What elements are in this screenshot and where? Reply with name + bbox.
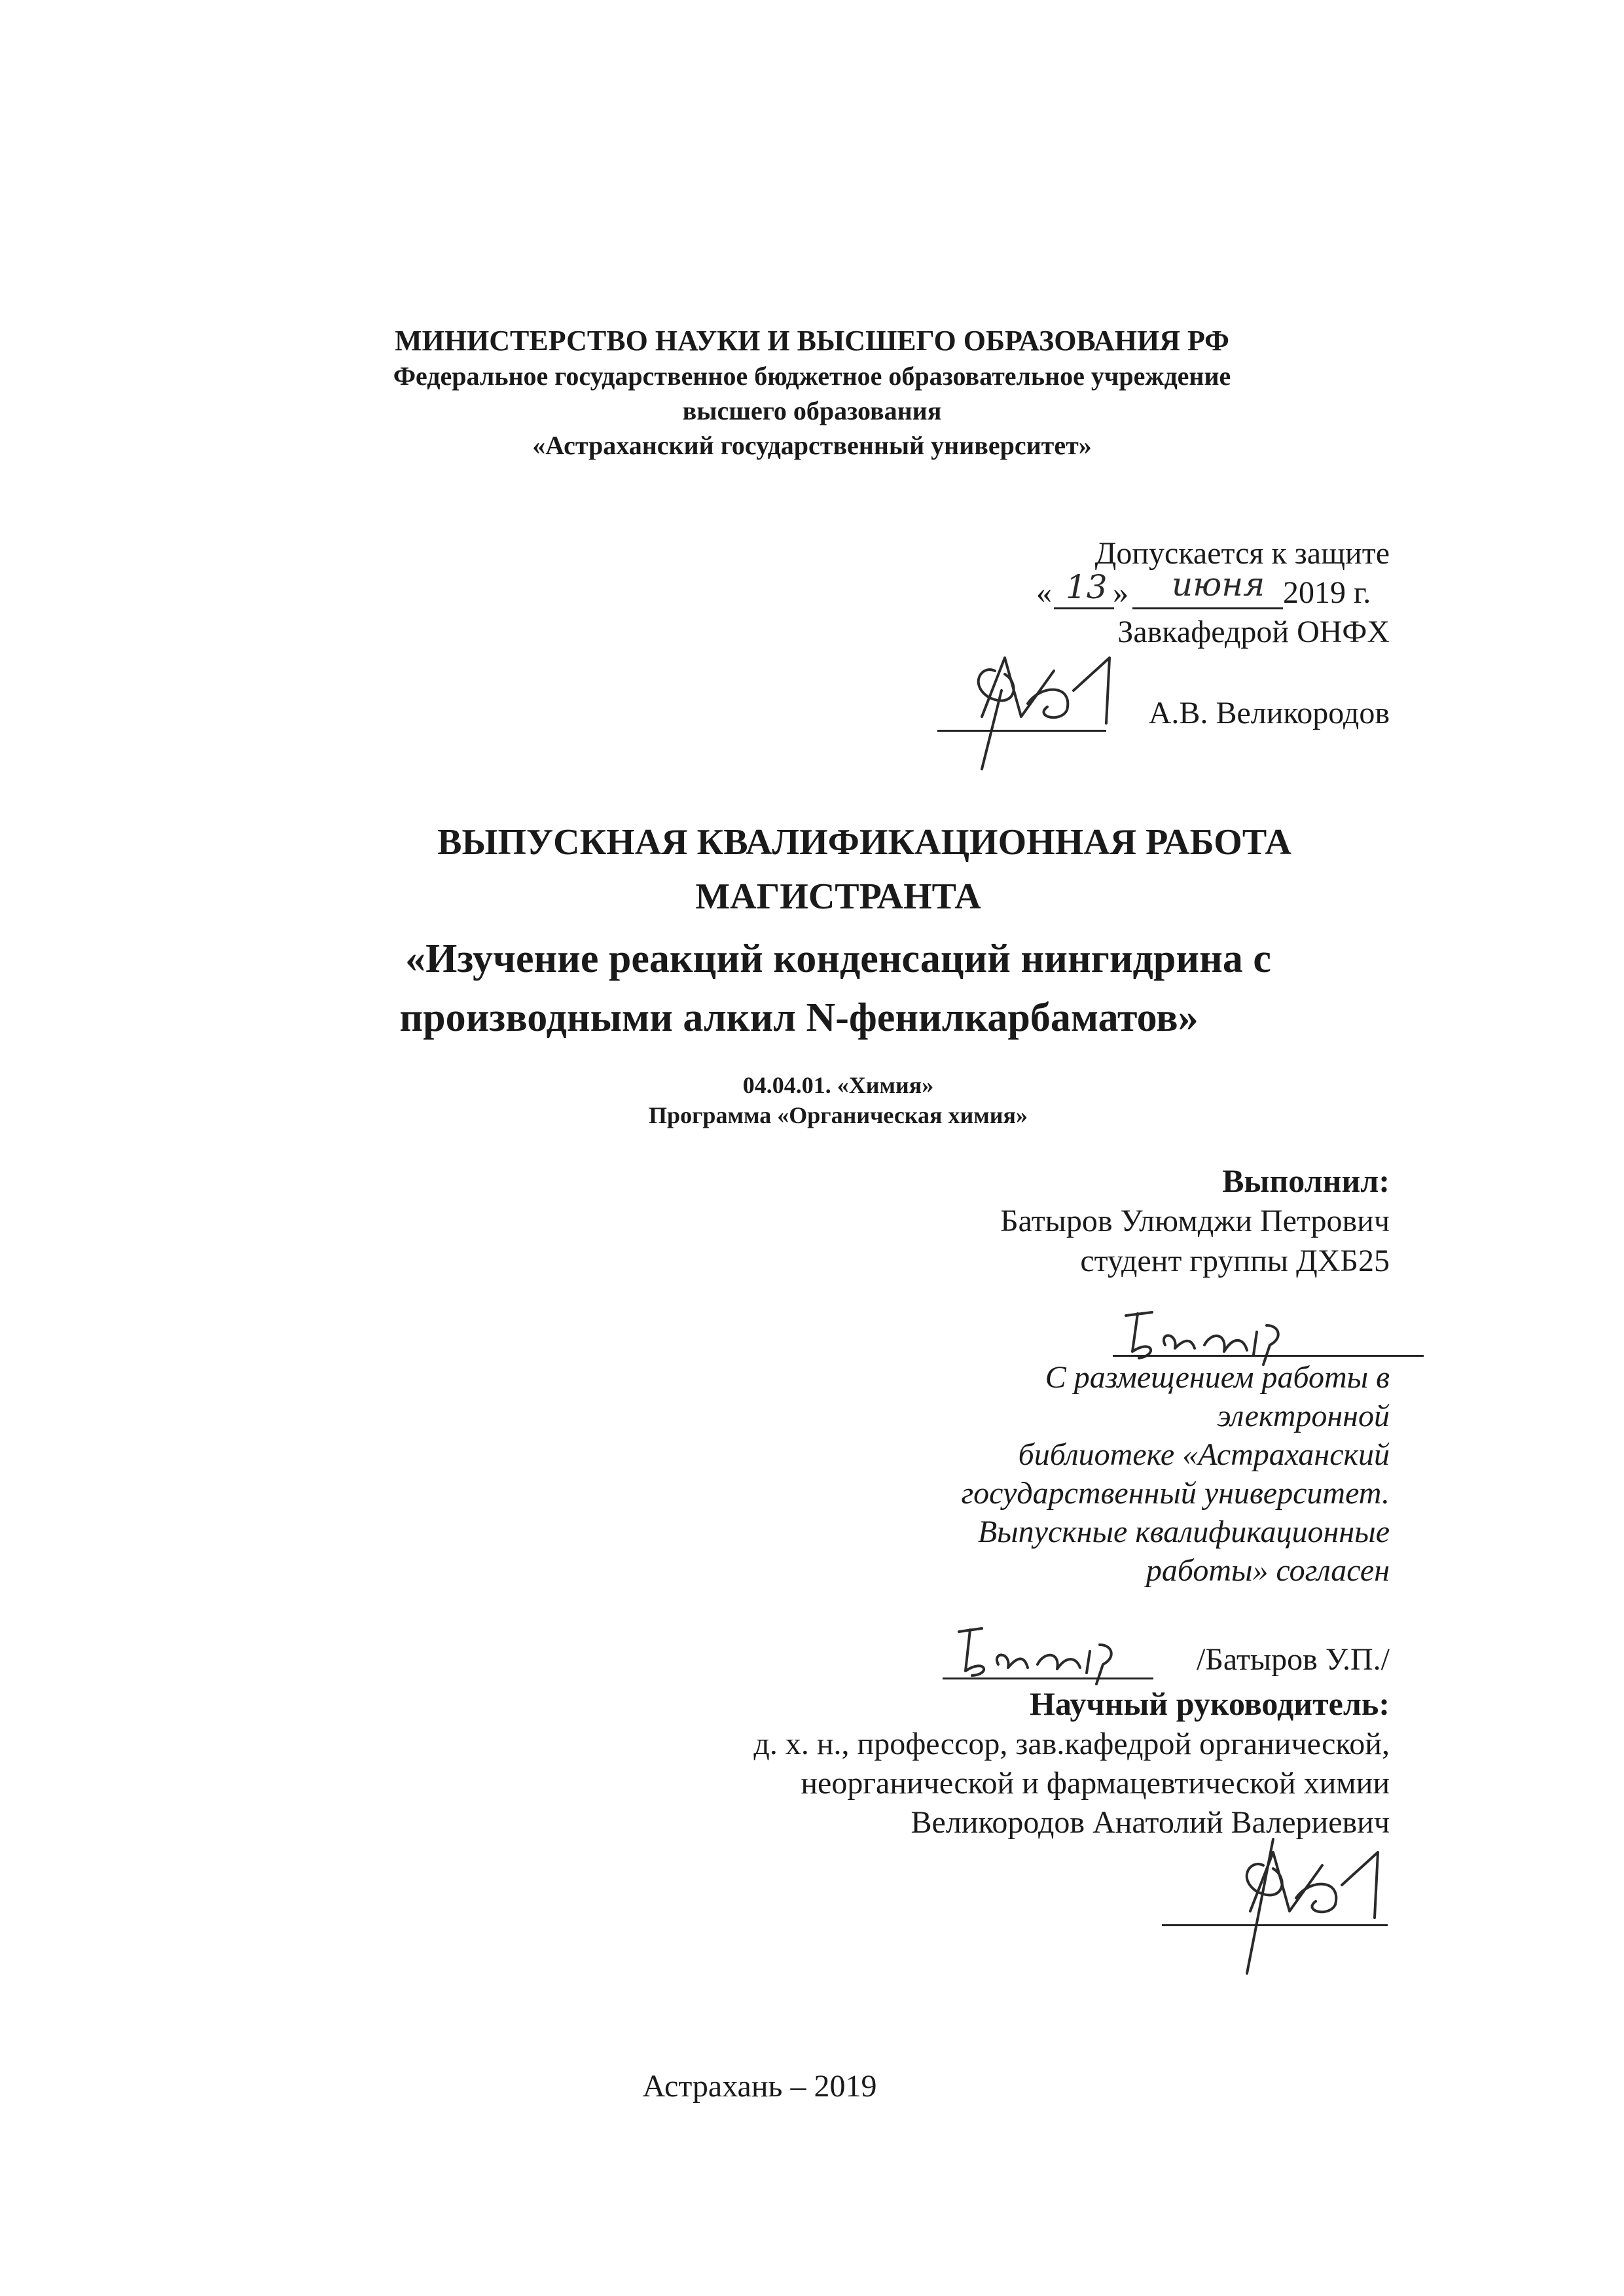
thesis-title-line2: производными алкил N-фенилкарбаматов» <box>399 996 1199 1040</box>
document-type-line1: ВЫПУСКНАЯ КВАЛИФИКАЦИОННАЯ РАБОТА <box>437 822 1291 863</box>
supervisor-department: неорганической и фармацевтической химии <box>801 1766 1390 1801</box>
specialty-code: 04.04.01. «Химия» <box>742 1072 934 1098</box>
program-name: Программа «Органическая химия» <box>649 1102 1028 1128</box>
city-year: Астрахань – 2019 <box>642 2069 877 2104</box>
education-level-line: высшего образования <box>682 396 942 425</box>
consent-line3: библиотеке «Астраханский <box>1018 1437 1390 1472</box>
consent-signature-image <box>949 1615 1185 1687</box>
head-signature-line <box>937 730 1106 732</box>
supervisor-degree: д. х. н., профессор, зав.кафедрой органической, <box>753 1727 1390 1761</box>
date-close-quote: » <box>1113 575 1128 610</box>
head-of-department-title: Завкафедрой ОНФХ <box>1117 615 1390 649</box>
supervisor-signature-line <box>1162 1924 1388 1926</box>
handwritten-day: 13 <box>1066 568 1108 606</box>
university-name: «Астраханский государственный университет» <box>532 431 1092 460</box>
consent-signed-name: /Батыров У.П./ <box>1196 1642 1390 1677</box>
thesis-title-line1: «Изучение реакций конденсаций нингидрина с <box>405 937 1271 981</box>
date-open-quote: « <box>1036 575 1052 610</box>
author-signature-line <box>1113 1355 1424 1357</box>
document-type-line2: МАГИСТРАНТА <box>695 876 981 917</box>
head-name: А.В. Великородов <box>1148 696 1390 730</box>
author-group: студент группы ДХБ25 <box>1080 1244 1390 1278</box>
date-month-underline <box>1132 607 1283 609</box>
consent-line4: государственный университет. <box>961 1476 1390 1511</box>
institution-type-line: Федеральное государственное бюджетное образовательное учреждение <box>393 361 1231 391</box>
ministry-line: МИНИСТЕРСТВО НАУКИ И ВЫСШЕГО ОБРАЗОВАНИЯ РФ <box>395 325 1229 357</box>
author-name: Батыров Улюмджи Петрович <box>1000 1204 1390 1238</box>
consent-line2: электронной <box>1217 1399 1390 1433</box>
supervisor-signature-image <box>1198 1826 1414 1977</box>
supervisor-label: Научный руководитель: <box>1030 1685 1390 1722</box>
author-label: Выполнил: <box>1222 1162 1390 1199</box>
handwritten-month: июня <box>1172 565 1265 603</box>
date-year: 2019 г. <box>1283 575 1371 610</box>
date-day-underline <box>1054 607 1114 609</box>
consent-line6: работы» согласен <box>1146 1553 1390 1588</box>
consent-line5: Выпускные квалификационные <box>977 1515 1390 1549</box>
consent-signature-line <box>943 1677 1153 1679</box>
consent-line1: С размещением работы в <box>1045 1360 1390 1395</box>
supervisor-name: Великородов Анатолий Валериевич <box>911 1805 1390 1840</box>
admitted-to-defense: Допускается к защите <box>1094 536 1390 571</box>
head-signature-image <box>943 645 1159 776</box>
